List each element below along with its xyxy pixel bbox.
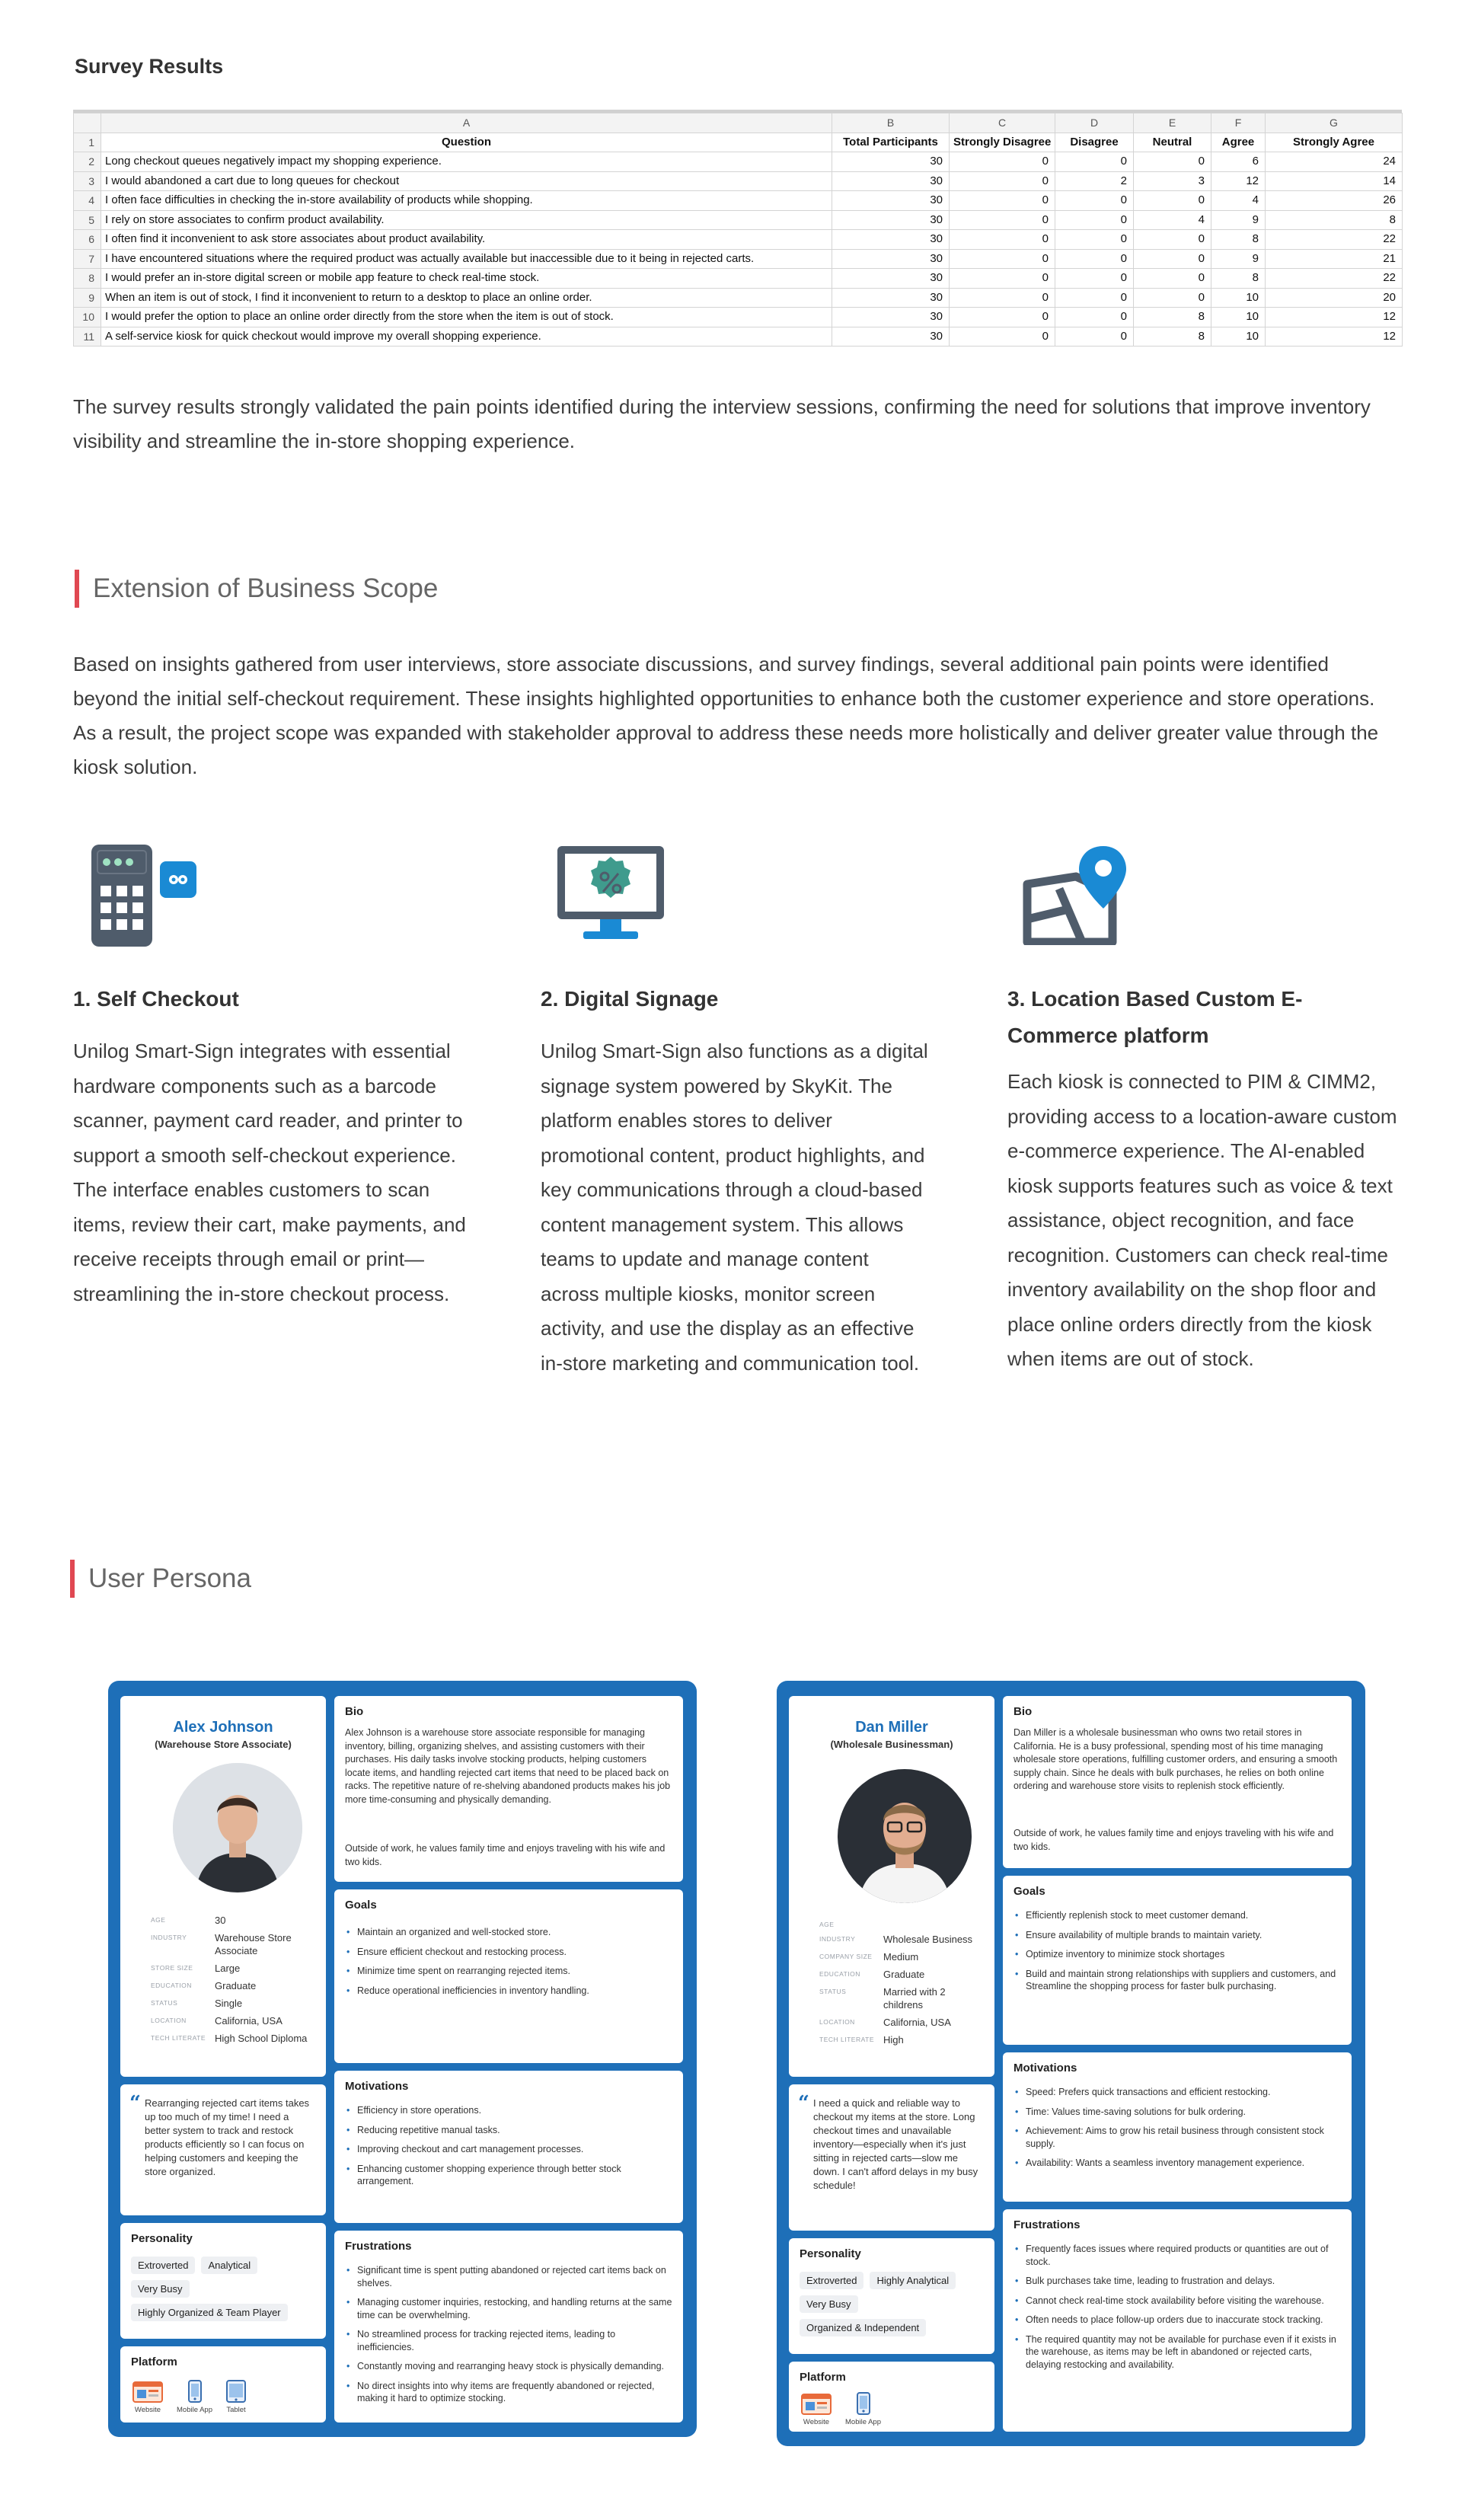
question-cell[interactable]: I often face difficulties in checking the in-store availability of products while shopping. [101, 191, 832, 211]
frustration-item: • Often needs to place follow-up orders due to inaccurate stock tracking. [1014, 2314, 1341, 2327]
row-number[interactable]: 11 [74, 327, 101, 347]
value-cell[interactable]: 12 [1266, 327, 1403, 347]
value-cell[interactable]: 30 [832, 269, 950, 289]
table-row [74, 327, 1403, 347]
personality-tag: Highly Organized & Team Player [131, 2304, 288, 2321]
motivation-item: • Achievement: Aims to grow his retail business through consistent stock supply. [1014, 2125, 1341, 2150]
motivations-card [1003, 2052, 1352, 2202]
avatar [838, 1769, 972, 1903]
value-cell[interactable]: 20 [1266, 288, 1403, 308]
frustration-item: • No direct insights into why items are frequently abandoned or rejected, making it hard to optimize stocking. [345, 2380, 672, 2405]
question-cell[interactable]: A self-service kiosk for quick checkout would improve my overall shopping experience. [101, 327, 832, 347]
website-icon [801, 2392, 832, 2415]
value-cell[interactable]: 10 [1211, 308, 1266, 327]
goals-card [334, 1889, 683, 2063]
cell[interactable]: Strongly Disagree [950, 133, 1055, 152]
meta-key: INDUSTRY [151, 1934, 187, 1941]
frustrations-title: Frustrations [1014, 2218, 1081, 2231]
personality-tags [800, 2272, 987, 2336]
platform-card [120, 2346, 326, 2423]
goal-item: • Reduce operational inefficiencies in inventory handling. [345, 1985, 672, 1998]
cell[interactable]: Question [101, 133, 832, 152]
value-cell[interactable]: 0 [950, 288, 1055, 308]
bio-card [334, 1696, 683, 1882]
value-cell[interactable]: 22 [1266, 230, 1403, 250]
personality-tag: Analytical [201, 2257, 257, 2274]
value-cell[interactable]: 30 [832, 191, 950, 211]
value-cell[interactable]: 30 [832, 327, 950, 347]
profile-card [120, 1696, 326, 2077]
motivation-item: • Availability: Wants a seamless inventory management experience. [1014, 2157, 1341, 2170]
value-cell[interactable]: 0 [1055, 308, 1134, 327]
scope-heading-text: Extension of Business Scope [93, 573, 439, 603]
row-number[interactable]: 4 [74, 191, 101, 211]
website-icon [132, 2380, 163, 2403]
survey-title: Survey Results [75, 55, 224, 78]
frustration-item: • No streamlined process for tracking rejected items, leading to inefficiencies. [345, 2328, 672, 2353]
table-row [74, 249, 1403, 269]
column-header[interactable]: B [832, 113, 950, 133]
value-cell[interactable]: 0 [950, 152, 1055, 172]
meta-location: California, USA [215, 2015, 283, 2027]
monitor-discount-icon [554, 843, 667, 947]
meta-key: COMPANY SIZE [819, 1953, 873, 1960]
table-row [74, 308, 1403, 327]
frustration-item: • The required quantity may not be available for purchase even if it exists in the warehouse, as items may be left in abandoned or rejected carts, delaying restocking and availability. [1014, 2333, 1341, 2371]
value-cell[interactable]: 0 [1134, 288, 1211, 308]
value-cell[interactable]: 30 [832, 249, 950, 269]
motivation-item: • Improving checkout and cart management processes. [345, 2143, 672, 2156]
quote-icon: “ [798, 2092, 809, 2115]
value-cell[interactable]: 0 [1055, 269, 1134, 289]
persona-name: Dan Miller [855, 1719, 928, 1736]
bio-card [1003, 1696, 1352, 1868]
personality-tag: Highly Analytical [870, 2272, 956, 2289]
personality-title: Personality [800, 2247, 861, 2260]
persona-card-alex [108, 1681, 697, 2437]
meta-industry: Wholesale Business [883, 1934, 973, 1945]
goals-list [1014, 1909, 1341, 2000]
meta-key: STATUS [151, 1999, 178, 2007]
scope-heading [75, 570, 438, 608]
meta-key: LOCATION [151, 2017, 187, 2024]
goals-list [345, 1926, 672, 2004]
meta-key: EDUCATION [151, 1982, 192, 1989]
goal-item: • Efficiently replenish stock to meet customer demand. [1014, 1909, 1341, 1922]
value-cell[interactable]: 0 [950, 191, 1055, 211]
value-cell[interactable]: 9 [1211, 210, 1266, 230]
value-cell[interactable]: 0 [950, 249, 1055, 269]
value-cell[interactable]: 30 [832, 288, 950, 308]
value-cell[interactable]: 0 [1055, 152, 1134, 172]
cell[interactable]: Strongly Agree [1266, 133, 1403, 152]
frustration-item: • Frequently faces issues where required products or quantities are out of stock. [1014, 2243, 1341, 2268]
meta-status: Married with 2 childrens [883, 1986, 946, 2011]
persona-role: (Wholesale Businessman) [830, 1739, 953, 1750]
goals-title: Goals [1014, 1885, 1045, 1898]
motivations-list [345, 2104, 672, 2195]
frustration-item: • Managing customer inquiries, restocking, and handling returns at the same time can be overwhelming. [345, 2296, 672, 2321]
feature-text-location-ecommerce: Each kiosk is connected to PIM & CIMM2, providing access to a location-aware custom e-commerce experience. The AI-enabled kiosk supports features such as voice & text assistance, object recognition, and face recognition. Customers can check real-time inventory availability on the shop floor and place online orders directly from the kiosk when items are out of stock. [1007, 1070, 1397, 1370]
feature-title-self-checkout: 1. Self Checkout [73, 987, 239, 1011]
value-cell[interactable]: 0 [1055, 191, 1134, 211]
persona-quote: Rearranging rejected cart items takes up too much of my time! I need a better system to track and restock products efficiently so I can focus on helping customers and keeping the store organized. [145, 2097, 310, 2177]
meta-store-size: Large [215, 1963, 241, 1974]
value-cell[interactable]: 30 [832, 152, 950, 172]
value-cell[interactable]: 8 [1134, 308, 1211, 327]
bio-text-2: Outside of work, he values family time and enjoys traveling with his wife and two kids. [345, 1843, 666, 1867]
value-cell[interactable]: 8 [1211, 269, 1266, 289]
personality-title: Personality [131, 2232, 193, 2245]
meta-education: Graduate [215, 1980, 257, 1991]
row-number[interactable]: 10 [74, 308, 101, 327]
frustration-item: • Constantly moving and rearranging heavy stock is physically demanding. [345, 2360, 672, 2373]
table-row [74, 152, 1403, 172]
platform-mobile [177, 2380, 212, 2414]
motivation-item: • Time: Values time-saving solutions for bulk ordering. [1014, 2106, 1341, 2119]
sheet-corner[interactable] [74, 113, 101, 133]
frustration-item: • Significant time is spent putting abandoned or rejected cart items back on shelves. [345, 2264, 672, 2289]
value-cell[interactable]: 0 [1055, 327, 1134, 347]
table-row [74, 269, 1403, 289]
bio-text-2: Outside of work, he values family time and enjoys traveling with his wife and two kids. [1014, 1828, 1334, 1852]
quote-card [789, 2084, 994, 2231]
value-cell[interactable]: 3 [1134, 171, 1211, 191]
goal-item: • Minimize time spent on rearranging rejected items. [345, 1965, 672, 1978]
personality-tag: Extroverted [800, 2272, 863, 2289]
value-cell[interactable]: 6 [1211, 152, 1266, 172]
value-cell[interactable]: 0 [1134, 152, 1211, 172]
meta-tech: High [883, 2034, 904, 2046]
table-row [74, 171, 1403, 191]
frustrations-title: Frustrations [345, 2240, 412, 2253]
survey-spreadsheet [73, 110, 1402, 347]
table-row [74, 210, 1403, 230]
value-cell[interactable]: 4 [1134, 210, 1211, 230]
persona-heading [70, 1560, 251, 1598]
value-cell[interactable]: 0 [1134, 191, 1211, 211]
goal-item: • Build and maintain strong relationships with suppliers and customers, and Streamline the shopping process for faster bulk purchasing. [1014, 1968, 1341, 1993]
platform-label: Mobile App [177, 2406, 213, 2414]
profile-card [789, 1696, 994, 2077]
scope-text: Based on insights gathered from user interviews, store associate discussions, and survey findings, several additional pain points were identified beyond the initial self-checkout requirement. These insights highlighted opportunities to enhance both the customer experience and store operations. As a result, the project scope was expanded with stakeholder approval to address these needs more holistically and deliver greater value through the kiosk solution. [73, 653, 1379, 778]
motivation-item: • Reducing repetitive manual tasks. [345, 2124, 672, 2137]
meta-key: LOCATION [819, 2018, 855, 2026]
value-cell[interactable]: 8 [1134, 327, 1211, 347]
row-number[interactable]: 1 [74, 133, 101, 152]
platform-label: Tablet [226, 2406, 246, 2414]
persona-quote: I need a quick and reliable way to checkout my items at the store. Long checkout times and unavailable inventory—especially when it's just sitting in rejected carts—slow me down. I can't afford delays in my busy schedule! [813, 2097, 978, 2191]
question-cell[interactable]: When an item is out of stock, I find it inconvenient to return to a desktop to place an online order. [101, 288, 832, 308]
column-header[interactable]: C [950, 113, 1055, 133]
value-cell[interactable]: 12 [1266, 308, 1403, 327]
row-number[interactable]: 3 [74, 171, 101, 191]
question-cell[interactable]: I would prefer the option to place an online order directly from the store when the item is out of stock. [101, 308, 832, 327]
value-cell[interactable]: 0 [1055, 210, 1134, 230]
value-cell[interactable]: 21 [1266, 249, 1403, 269]
value-cell[interactable]: 22 [1266, 269, 1403, 289]
value-cell[interactable]: 30 [832, 230, 950, 250]
motivations-title: Motivations [345, 2080, 409, 2093]
bio-text: Alex Johnson is a warehouse store associate responsible for managing inventory, billing, organizing shelves, and assisting customers with their purchases. His daily tasks involve stocking products, helping customers locate items, and handling rejected cart items that need to be placed back on racks. The repetitive nature of re-shelving abandoned products makes his job more time-consuming and physically demanding. [345, 1727, 671, 1805]
table-row [74, 288, 1403, 308]
persona-role: (Warehouse Store Associate) [155, 1739, 292, 1750]
column-header[interactable]: D [1055, 113, 1134, 133]
platform-website [132, 2380, 163, 2414]
platform-card [789, 2362, 994, 2432]
value-cell[interactable]: 14 [1266, 171, 1403, 191]
meta-age: 30 [215, 1915, 226, 1926]
question-cell[interactable]: Long checkout queues negatively impact my shopping experience. [101, 152, 832, 172]
frustrations-list [1014, 2243, 1341, 2378]
value-cell[interactable]: 30 [832, 308, 950, 327]
row-number[interactable]: 9 [74, 288, 101, 308]
quote-card [120, 2084, 326, 2215]
value-cell[interactable]: 24 [1266, 152, 1403, 172]
value-cell[interactable]: 2 [1055, 171, 1134, 191]
persona-heading-text: User Persona [88, 1563, 251, 1593]
platform-mobile [845, 2392, 881, 2426]
frustrations-list [345, 2264, 672, 2412]
value-cell[interactable]: 4 [1211, 191, 1266, 211]
platform-title: Platform [800, 2371, 846, 2384]
column-header[interactable]: G [1266, 113, 1403, 133]
frustrations-card [334, 2231, 683, 2423]
value-cell[interactable]: 0 [950, 230, 1055, 250]
value-cell[interactable]: 10 [1211, 288, 1266, 308]
quote-icon: “ [129, 2092, 141, 2115]
motivations-card [334, 2071, 683, 2223]
cell[interactable]: Total Participants [832, 133, 950, 152]
goals-card [1003, 1876, 1352, 2045]
value-cell[interactable]: 8 [1211, 230, 1266, 250]
pos-terminal-icon [87, 843, 200, 953]
value-cell[interactable]: 12 [1211, 171, 1266, 191]
bio-text: Dan Miller is a wholesale businessman who owns two retail stores in California. He is a busy professional, spending most of his time managing wholesale store operations, fulfilling customer orders, and ensuring a smooth supply chain. Since he deals with bulk purchases, he relies on both online ordering and warehouse store visits to replenish stock efficiently. [1014, 1727, 1338, 1791]
motivations-title: Motivations [1014, 2062, 1077, 2074]
goal-item: • Optimize inventory to minimize stock shortages [1014, 1948, 1341, 1961]
value-cell[interactable]: 0 [950, 269, 1055, 289]
value-cell[interactable]: 30 [832, 171, 950, 191]
column-letter-row [74, 113, 1403, 133]
platform-title: Platform [131, 2356, 177, 2368]
meta-company-size: Medium [883, 1951, 919, 1963]
frustration-item: • Cannot check real-time stock availability before visiting the warehouse. [1014, 2295, 1341, 2308]
row-number[interactable]: 8 [74, 269, 101, 289]
mobile-icon [857, 2392, 870, 2415]
tablet-icon [226, 2380, 246, 2403]
feature-text-digital-signage: Unilog Smart-Sign also functions as a digital signage system powered by SkyKit. The platform enables stores to deliver promotional content, product highlights, and key communications through a cloud-based content management system. This allows teams to update and manage content across multiple kiosks, monitor screen activity, and use the display as an effective in-store marketing and communication tool. [541, 1040, 928, 1375]
cell[interactable]: Agree [1211, 133, 1266, 152]
platform-list [132, 2380, 246, 2414]
value-cell[interactable]: 0 [1134, 249, 1211, 269]
row-number[interactable]: 6 [74, 230, 101, 250]
value-cell[interactable]: 10 [1211, 327, 1266, 347]
value-cell[interactable]: 9 [1211, 249, 1266, 269]
value-cell[interactable]: 0 [1055, 230, 1134, 250]
goals-title: Goals [345, 1899, 377, 1912]
cell[interactable]: Disagree [1055, 133, 1134, 152]
map-pin-icon [1023, 843, 1126, 949]
meta-education: Graduate [883, 1969, 925, 1980]
goal-item: • Ensure efficient checkout and restocking process. [345, 1946, 672, 1959]
question-cell[interactable]: I would abandoned a cart due to long queues for checkout [101, 171, 832, 191]
bio-title: Bio [1014, 1705, 1033, 1718]
meta-industry: Warehouse Store Associate [215, 1932, 292, 1956]
question-cell[interactable]: I rely on store associates to confirm product availability. [101, 210, 832, 230]
column-header[interactable]: F [1211, 113, 1266, 133]
row-number[interactable]: 7 [74, 249, 101, 269]
meta-tech: High School Diploma [215, 2033, 308, 2044]
value-cell[interactable]: 0 [1134, 230, 1211, 250]
survey-summary: The survey results strongly validated the pain points identified during the interview sessions, confirming the need for solutions that improve inventory visibility and streamline the in-store shopping experience. [73, 395, 1371, 452]
platform-label: Website [803, 2418, 830, 2426]
row-number[interactable]: 2 [74, 152, 101, 172]
meta-status: Single [215, 1998, 243, 2009]
feature-title-digital-signage: 2. Digital Signage [541, 987, 719, 1011]
avatar [173, 1763, 302, 1892]
question-cell[interactable]: I often find it inconvenient to ask store associates about product availability. [101, 230, 832, 250]
table-row [74, 191, 1403, 211]
personality-tag: Very Busy [131, 2280, 190, 2298]
column-header[interactable]: E [1134, 113, 1211, 133]
meta-key: AGE [151, 1916, 166, 1924]
meta-key: TECH LITERATE [151, 2034, 206, 2042]
meta-key: TECH LITERATE [819, 2036, 874, 2043]
motivation-item: • Speed: Prefers quick transactions and efficient restocking. [1014, 2086, 1341, 2099]
table-row [74, 230, 1403, 250]
value-cell[interactable]: 30 [832, 210, 950, 230]
motivation-item: • Efficiency in store operations. [345, 2104, 672, 2117]
meta-key: AGE [819, 1921, 835, 1928]
meta-location: California, USA [883, 2017, 951, 2028]
goal-item: • Ensure availability of multiple brands to maintain variety. [1014, 1929, 1341, 1942]
motivations-list [1014, 2086, 1341, 2177]
question-cell[interactable]: I would prefer an in-store digital screen or mobile app feature to check real-time stock. [101, 269, 832, 289]
personality-card [789, 2238, 994, 2354]
value-cell[interactable]: 0 [1134, 269, 1211, 289]
value-cell[interactable]: 0 [950, 327, 1055, 347]
motivation-item: • Enhancing customer shopping experience through better stock arrangement. [345, 2163, 672, 2188]
frustration-item: • Bulk purchases take time, leading to frustration and delays. [1014, 2275, 1341, 2288]
value-cell[interactable]: 0 [950, 210, 1055, 230]
personality-tag: Organized & Independent [800, 2319, 926, 2336]
platform-tablet [226, 2380, 246, 2414]
personality-tag: Very Busy [800, 2295, 858, 2313]
persona-meta [151, 1914, 318, 2049]
meta-key: EDUCATION [819, 1970, 860, 1978]
heading-accent-bar [70, 1560, 75, 1598]
value-cell[interactable]: 0 [950, 308, 1055, 327]
bio-title: Bio [345, 1705, 364, 1718]
platform-label: Website [134, 2406, 161, 2414]
row-number[interactable]: 5 [74, 210, 101, 230]
meta-age [883, 1918, 987, 1928]
persona-card-dan [777, 1681, 1365, 2446]
persona-meta [819, 1918, 987, 2051]
value-cell[interactable]: 26 [1266, 191, 1403, 211]
personality-tag: Extroverted [131, 2257, 195, 2274]
mobile-icon [188, 2380, 202, 2403]
platform-website [801, 2392, 832, 2426]
header-row [74, 133, 1403, 152]
meta-key: STATUS [819, 1988, 847, 1995]
platform-list [801, 2392, 881, 2426]
feature-text-self-checkout: Unilog Smart-Sign integrates with essential hardware components such as a barcode scanner, payment card reader, and printer to support a smooth self-checkout experience. The interface enables customers to scan items, review their cart, make payments, and receive receipts through email or print—streamlining the in-store checkout process. [73, 1040, 466, 1305]
meta-key: STORE SIZE [151, 1964, 193, 1972]
personality-card [120, 2223, 326, 2339]
cell[interactable]: Neutral [1134, 133, 1211, 152]
heading-accent-bar [75, 570, 79, 608]
platform-label: Mobile App [845, 2418, 882, 2426]
value-cell[interactable]: 0 [1055, 288, 1134, 308]
value-cell[interactable]: 0 [950, 171, 1055, 191]
goal-item: • Maintain an organized and well-stocked store. [345, 1926, 672, 1939]
personality-tags [131, 2257, 318, 2321]
value-cell[interactable]: 0 [1055, 249, 1134, 269]
question-cell[interactable]: I have encountered situations where the required product was actually available but inaccessible due to it being in rejected carts. [101, 249, 832, 269]
meta-key: INDUSTRY [819, 1935, 856, 1943]
frustrations-card [1003, 2209, 1352, 2432]
persona-name: Alex Johnson [173, 1719, 273, 1736]
column-header[interactable]: A [101, 113, 832, 133]
value-cell[interactable]: 8 [1266, 210, 1403, 230]
feature-title-location-ecommerce: 3. Location Based Custom E-Commerce platform [1007, 987, 1303, 1047]
